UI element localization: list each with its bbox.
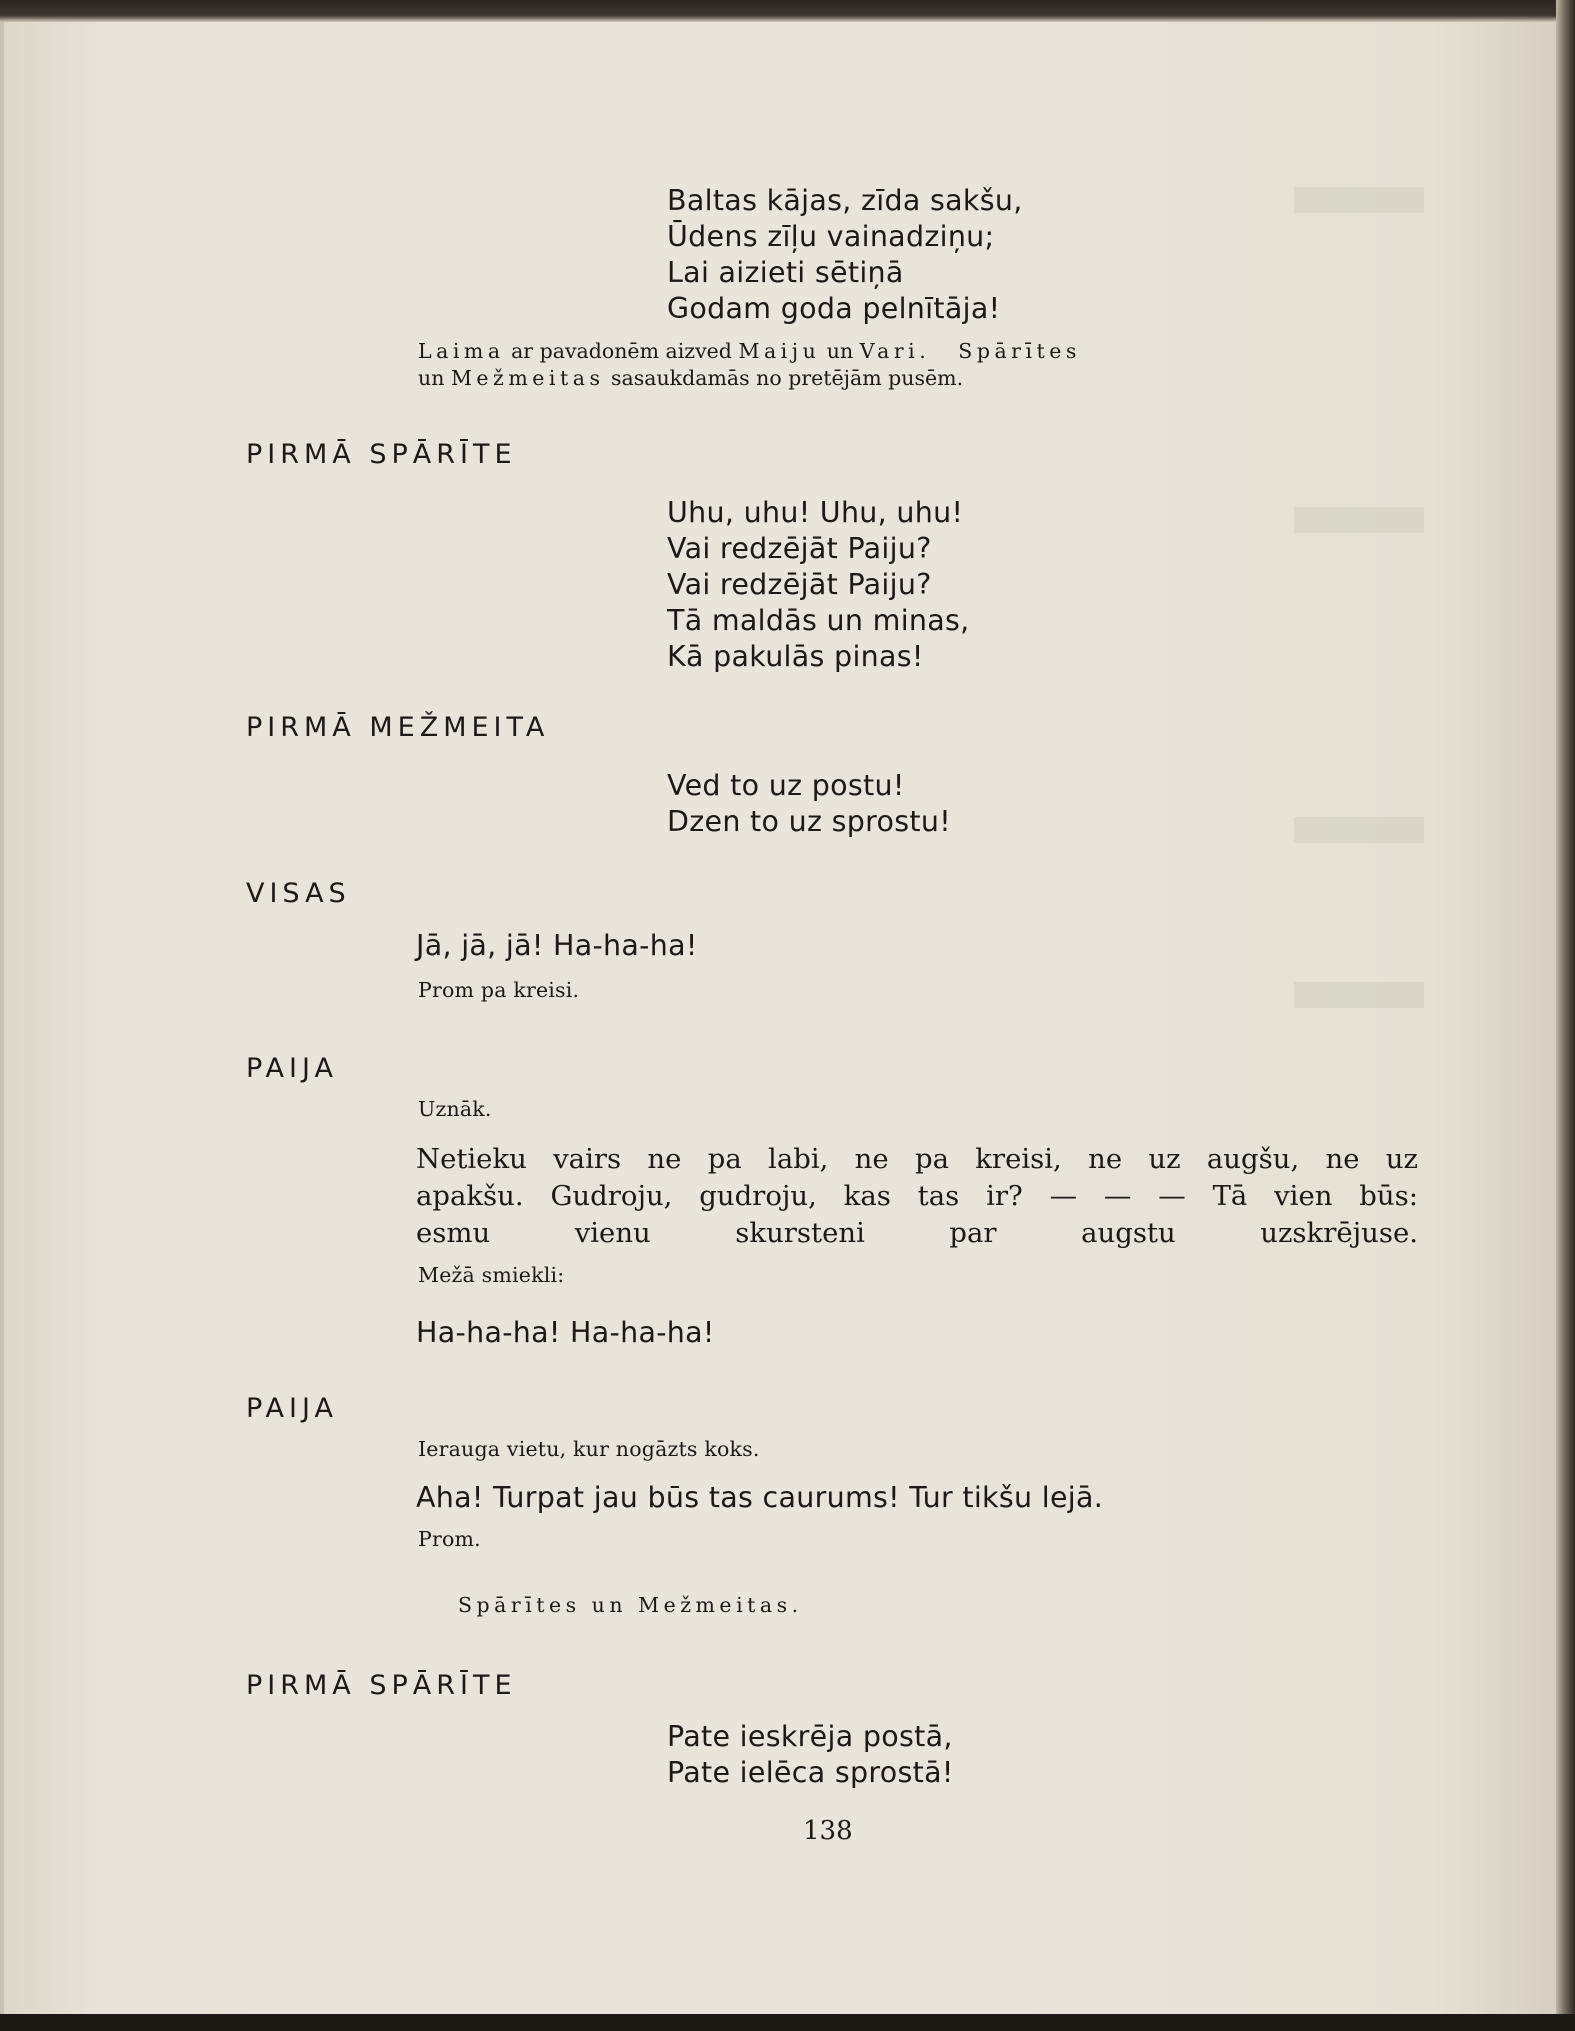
verse-line: Ūdens zīļu vainadziņu; [667,220,995,253]
character-name: Maiju [738,339,821,363]
show-through-shadow [1294,817,1424,843]
direction-text: ar pavadonēm aizved [504,339,739,363]
character-name: Spārītes [958,339,1081,363]
speaker-name: PAIJA [246,1053,338,1084]
show-through-shadow [1294,982,1424,1008]
dialogue-line: Netieku vairs ne pa labi, ne pa kreisi, ne uz augšu, ne uz [416,1143,1418,1175]
verse-line: Uhu, uhu! Uhu, uhu! [667,496,964,529]
stage-direction: Prom pa kreisi. [418,978,580,1002]
character-name: Vari [859,339,920,363]
stage-direction: Spārītes un Mežmeitas. [458,1593,803,1617]
stage-direction: Mežā smiekli: [418,1263,565,1287]
speaker-name: VISAS [246,878,351,909]
dialogue-paragraph [416,1141,1418,1252]
verse-line: Vai redzējāt Paiju? [667,568,932,601]
verse-line: Pate ieskrēja postā, [667,1720,953,1753]
verse-line: Dzen to uz sprostu! [667,805,951,838]
verse-line: Kā pakulās pinas! [667,640,924,673]
verse-line: Godam goda pelnītāja! [667,292,1001,325]
dialogue-line: Ha-ha-ha! Ha-ha-ha! [416,1316,715,1349]
dialogue-line: esmu vienu skursteni par augstu uzskrējuse. [416,1217,1418,1249]
show-through-shadow [1294,187,1424,213]
verse-line: Pate ielēca sprostā! [667,1756,954,1789]
verse-line: Lai aizieti sētiņā [667,256,904,289]
verse-line: Tā maldās un minas, [667,604,970,637]
stage-direction [418,338,1081,364]
speaker-name: PAIJA [246,1393,338,1424]
book-top-edge [0,0,1575,22]
dialogue-line: Jā, jā, jā! Ha-ha-ha! [416,929,698,962]
character-name: Laima [418,339,505,363]
page-number: 138 [803,1816,853,1846]
speaker-name: PIRMĀ MEŽMEITA [246,712,550,743]
stage-direction: Ierauga vietu, kur nogāzts koks. [418,1437,760,1461]
book-bottom-edge [0,2014,1575,2031]
character-name: Mežmeitas [450,366,605,390]
direction-text: sasaukdamās no pretējām pusēm. [604,366,964,390]
direction-text: un [418,366,451,390]
stage-direction: Uznāk. [418,1097,492,1121]
stage-direction: Prom. [418,1527,481,1551]
verse-line: Ved to uz postu! [667,769,905,802]
show-through-shadow [1294,507,1424,533]
dialogue-line: Aha! Turpat jau būs tas caurums! Tur tikšu lejā. [416,1481,1104,1514]
direction-text: un [820,339,860,363]
direction-text: . [919,339,933,363]
speaker-name: PIRMĀ SPĀRĪTE [246,1670,517,1701]
stage-direction [418,365,963,391]
verse-line: Baltas kājas, zīda sakšu, [667,184,1023,217]
speaker-name: PIRMĀ SPĀRĪTE [246,439,517,470]
dialogue-line: apakšu. Gudroju, gudroju, kas tas ir? — — — Tā vien būs: [416,1180,1418,1212]
book-spine-edge [1556,0,1575,2031]
verse-line: Vai redzējāt Paiju? [667,532,932,565]
